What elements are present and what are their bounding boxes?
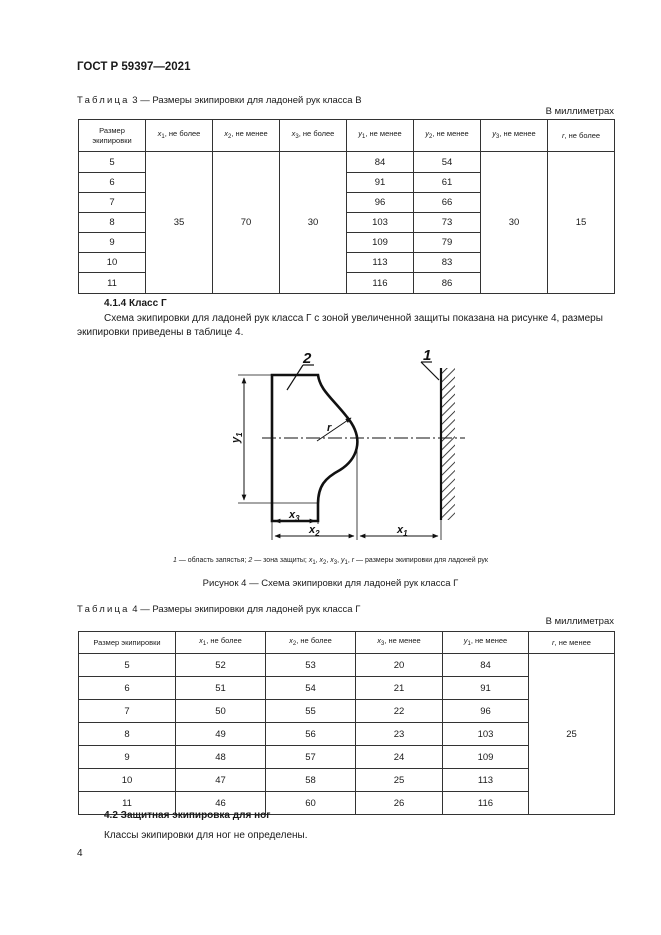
cell-x2: 56 xyxy=(266,723,356,746)
table-3 xyxy=(78,119,615,294)
header-tail: , не более xyxy=(164,129,201,138)
header-size xyxy=(79,120,146,152)
header-y1 xyxy=(443,632,529,654)
table-4-caption xyxy=(77,604,360,615)
table-title: — Размеры экипировки для ладоней рук класса В xyxy=(140,95,362,106)
header-tail: , не более xyxy=(296,636,332,645)
cell-x1: 49 xyxy=(176,723,266,746)
cell-size: 9 xyxy=(79,746,176,769)
header-tail: , не менее xyxy=(499,129,536,138)
header-x1 xyxy=(146,120,213,152)
legend-sep: , xyxy=(337,557,342,564)
header-sub: 2 xyxy=(228,134,232,140)
table-3-caption xyxy=(77,95,362,106)
header-var: y xyxy=(463,636,468,645)
header-tail: , не менее xyxy=(384,636,421,645)
legend-var: x xyxy=(319,557,324,564)
cell-x1: 47 xyxy=(176,769,266,792)
cell-x1: 50 xyxy=(176,700,266,723)
glove-outline xyxy=(272,375,357,521)
header-tail: , не менее xyxy=(554,637,591,647)
cell-size: 10 xyxy=(79,253,146,273)
label-1: 1 xyxy=(423,347,432,364)
cell-x2: 53 xyxy=(266,654,356,677)
header-x3 xyxy=(280,120,347,152)
table-3-units: В миллиметрах xyxy=(545,106,614,117)
cell-x3: 22 xyxy=(356,700,443,723)
cell-x1: 46 xyxy=(176,792,266,815)
wall-hatching xyxy=(441,368,455,520)
cell-x2-merged: 70 xyxy=(213,152,280,294)
cell-x2: 60 xyxy=(266,792,356,815)
section-4-2-text: Классы экипировки для ног не определены. xyxy=(104,830,308,841)
header-r xyxy=(548,120,615,152)
cell-x3: 26 xyxy=(356,792,443,815)
legend-var: x xyxy=(330,557,334,564)
cell-x2: 55 xyxy=(266,700,356,723)
table-header-row xyxy=(79,120,615,152)
leader-1 xyxy=(421,362,439,380)
header-x2 xyxy=(266,632,356,654)
cell-x1-merged: 35 xyxy=(146,152,213,294)
cell-size: 5 xyxy=(79,654,176,677)
legend-sub: 2 xyxy=(323,560,327,566)
header-y1 xyxy=(347,120,414,152)
cell-y1: 116 xyxy=(443,792,529,815)
header-var: x xyxy=(291,129,296,138)
cell-y1: 96 xyxy=(347,193,414,213)
legend-num-1: 1 xyxy=(172,557,177,564)
cell-x2: 58 xyxy=(266,769,356,792)
label-x2 xyxy=(308,524,320,538)
header-r xyxy=(529,632,615,654)
cell-y1: 96 xyxy=(443,700,529,723)
cell-size: 11 xyxy=(79,273,146,294)
legend-num-2: 2 xyxy=(248,557,253,564)
table-number: 3 xyxy=(132,95,138,106)
cell-x3-merged: 30 xyxy=(280,152,347,294)
page-number: 4 xyxy=(77,848,83,859)
cell-y1: 84 xyxy=(443,654,529,677)
header-sub: 3 xyxy=(496,134,500,140)
cell-y1: 109 xyxy=(443,746,529,769)
cell-y1: 84 xyxy=(347,152,414,173)
header-sub: 1 xyxy=(362,134,366,140)
header-var: r xyxy=(552,637,555,647)
document-id: ГОСТ Р 59397—2021 xyxy=(77,61,191,73)
cell-y1: 91 xyxy=(347,173,414,193)
header-x3 xyxy=(356,632,443,654)
section-heading-4-2: 4.2 Защитная экипировка для ног xyxy=(104,810,271,821)
label-x1-sub: 1 xyxy=(403,529,408,538)
cell-y2: 66 xyxy=(414,193,481,213)
cell-y2: 86 xyxy=(414,273,481,294)
cell-y1: 109 xyxy=(347,233,414,253)
header-var: y xyxy=(425,129,429,138)
cell-y2: 61 xyxy=(414,173,481,193)
header-y3 xyxy=(481,120,548,152)
cell-x3: 20 xyxy=(356,654,443,677)
header-var: x xyxy=(199,636,203,645)
header-var: x xyxy=(157,129,162,138)
label-y1-sub: 1 xyxy=(235,432,244,437)
cell-x2: 57 xyxy=(266,746,356,769)
header-size xyxy=(79,632,176,654)
cell-x3: 21 xyxy=(356,677,443,700)
legend-var: r xyxy=(351,557,355,564)
header-sub: 1 xyxy=(161,134,165,140)
cell-y1: 113 xyxy=(443,769,529,792)
cell-size: 7 xyxy=(79,700,176,723)
cell-y2: 73 xyxy=(414,213,481,233)
label-r: r xyxy=(327,422,332,434)
header-tail: , не менее xyxy=(432,129,469,138)
header-tail: , не более xyxy=(298,129,335,138)
cell-y2: 79 xyxy=(414,233,481,253)
label-x3-sub: 3 xyxy=(295,514,300,523)
cell-size: 9 xyxy=(79,233,146,253)
header-sub: 1 xyxy=(467,641,471,647)
legend-var: x xyxy=(308,557,313,564)
header-sub: 1 xyxy=(202,641,207,647)
legend-text-3: — размеры экипировки для ладоней рук xyxy=(354,557,488,564)
cell-x1: 52 xyxy=(176,654,266,677)
cell-size: 8 xyxy=(79,723,176,746)
legend-sep: , xyxy=(347,557,352,564)
cell-r-merged: 15 xyxy=(548,152,615,294)
header-x2 xyxy=(213,120,280,152)
label-2: 2 xyxy=(303,350,312,367)
cell-y1: 116 xyxy=(347,273,414,294)
cell-size: 6 xyxy=(79,677,176,700)
header-y2 xyxy=(414,120,481,152)
cell-x3: 23 xyxy=(356,723,443,746)
table-header-row xyxy=(79,632,615,654)
cell-y1: 113 xyxy=(347,253,414,273)
header-x1 xyxy=(176,632,266,654)
header-tail: , не более xyxy=(564,130,601,140)
legend-text-1: — область запястья; xyxy=(176,557,249,564)
legend-sep: , xyxy=(315,557,320,564)
cell-size: 10 xyxy=(79,769,176,792)
cell-y1: 103 xyxy=(443,723,529,746)
label-y1 xyxy=(230,432,244,444)
cell-x3: 24 xyxy=(356,746,443,769)
header-var: x xyxy=(289,636,293,645)
cell-r-merged: 25 xyxy=(529,654,615,815)
label-x1-var: x xyxy=(397,524,404,536)
cell-x1: 48 xyxy=(176,746,266,769)
label-x3-var: x xyxy=(289,509,296,521)
legend-sub: 1 xyxy=(312,560,316,566)
legend-sub: 1 xyxy=(344,560,348,566)
table-4 xyxy=(78,631,615,815)
header-sub: 2 xyxy=(292,641,297,647)
legend-var: y xyxy=(341,557,345,564)
header-var: y xyxy=(358,129,362,138)
cell-size: 7 xyxy=(79,193,146,213)
cell-size: 11 xyxy=(79,792,176,815)
cell-y3-merged: 30 xyxy=(481,152,548,294)
header-sub: 3 xyxy=(295,134,299,140)
figure-4-diagram xyxy=(0,340,661,550)
leader-2 xyxy=(287,365,303,390)
header-sub: 2 xyxy=(429,134,433,140)
cell-size: 6 xyxy=(79,173,146,193)
cell-y2: 54 xyxy=(414,152,481,173)
figure-4-caption: Рисунок 4 — Схема экипировки для ладоней рук класса Г xyxy=(202,578,459,589)
label-x1 xyxy=(396,524,408,538)
table-label: Таблица xyxy=(77,95,130,106)
header-tail: , не более xyxy=(206,636,242,645)
table-row xyxy=(79,152,615,173)
header-sub: 3 xyxy=(381,641,385,647)
cell-y2: 83 xyxy=(414,253,481,273)
cell-size: 5 xyxy=(79,152,146,173)
header-var: x xyxy=(377,636,381,645)
label-y1-var: y xyxy=(230,436,242,443)
svg-text:y1 xyxy=(230,432,244,444)
legend-sep: , xyxy=(326,557,331,564)
table-number: 4 xyxy=(132,604,138,615)
label-x2-var: x xyxy=(309,524,316,536)
header-var: x xyxy=(224,129,228,138)
header-tail: , не менее xyxy=(365,129,402,138)
legend-text-2: — зона защиты; xyxy=(252,557,309,564)
header-tail: , не менее xyxy=(231,129,268,138)
table-label: Таблица xyxy=(77,604,130,615)
header-text: Размер экипировки xyxy=(93,637,161,647)
header-text: Размер экипировки xyxy=(92,125,132,145)
section-heading-4-1-4: 4.1.4 Класс Г xyxy=(104,298,167,309)
table-row xyxy=(79,654,615,677)
cell-x3: 25 xyxy=(356,769,443,792)
label-x3 xyxy=(288,509,300,523)
cell-x1: 51 xyxy=(176,677,266,700)
figure-4-legend xyxy=(0,557,661,566)
table-title: — Размеры экипировки для ладоней рук класса Г xyxy=(140,604,361,615)
label-x2-sub: 2 xyxy=(315,529,320,538)
legend-sub: 3 xyxy=(333,560,338,566)
cell-y1: 91 xyxy=(443,677,529,700)
cell-size: 8 xyxy=(79,213,146,233)
cell-y1: 103 xyxy=(347,213,414,233)
header-tail: , не менее xyxy=(470,636,508,645)
header-var: y xyxy=(492,129,496,138)
section-4-1-4-text: Схема экипировки для ладоней рук класса Г с зоной увеличенной защиты показана на рисунке 4, размеры экипировки приведены в таблице 4. xyxy=(77,313,603,338)
cell-x2: 54 xyxy=(266,677,356,700)
table-4-units: В миллиметрах xyxy=(545,616,614,627)
header-var: r xyxy=(561,130,565,140)
